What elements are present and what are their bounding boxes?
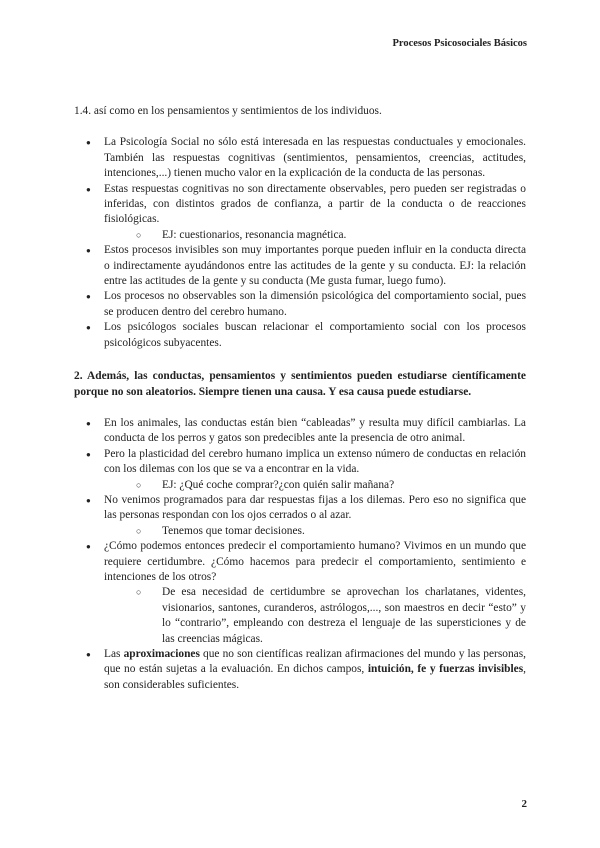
bold-term: intuición, fe y fuerzas invisibles <box>367 663 524 676</box>
sub-list <box>104 478 526 493</box>
sub-list-item: ○ Tenemos que tomar decisiones. <box>136 524 526 539</box>
section1-list <box>74 135 526 351</box>
list-item: ● En los animales, las conductas están bien “cableadas” y resulta muy difícil cambiarlas. La conducta de los perros y gatos son predecibles ante la presencia de otro animal. <box>74 416 526 447</box>
list-item: ● Los psicólogos sociales buscan relacionar el comportamiento social con los procesos psicológicos subyacentes. <box>74 320 526 351</box>
sub-list-item: ○ EJ: ¿Qué coche comprar?¿con quién salir mañana? <box>136 478 526 493</box>
page-number: 2 <box>521 798 527 810</box>
list-item: ● Estos procesos invisibles son muy importantes porque pueden influir en la conducta directa o indirectamente ayudándonos entre las actitudes de la gente y su conducta. EJ: la relación entre las actitudes de la gente y su conducta (Me gusta fumar, luego fumo). <box>74 243 526 289</box>
sub-list-item: ○ EJ: cuestionarios, resonancia magnética. <box>136 228 526 243</box>
sub-list <box>104 524 526 539</box>
list-item: ● Pero la plasticidad del cerebro humano implica un extenso número de conductas en relación con los dilemas con los que se va a encontrar en la vida. ○ EJ: ¿Qué coche comprar?¿con quién salir mañana? <box>74 447 526 493</box>
list-item: ● Los procesos no observables son la dimensión psicológica del comportamiento social, pues se producen dentro del cerebro humano. <box>74 289 526 320</box>
list-item: ● La Psicología Social no sólo está interesada en las respuestas conductuales y emocionales. También las respuestas cognitivas (sentimientos, pensamientos, creencias, actitudes, intenciones,...) tienen mucho valor en la explicación de la conducta de las personas. <box>74 135 526 181</box>
list-item: ● Las aproximaciones que no son científicas realizan afirmaciones del mundo y las personas, que no están sujetas a la evaluación. En dichos campos, intuición, fe y fuerzas invisibles, son considerables suficientes. <box>74 647 526 693</box>
page-content <box>74 104 526 693</box>
section2-list <box>74 416 526 693</box>
sub-list <box>104 228 526 243</box>
intro-line: 1.4. así como en los pensamientos y sentimientos de los individuos. <box>74 105 382 117</box>
section2-heading: 2. Además, las conductas, pensamientos y sentimientos pueden estudiarse científicamente porque no son aleatorios. Siempre tienen una causa. Y esa causa puede estudiarse. <box>74 370 526 398</box>
list-item: ● No venimos programados para dar respuestas fijas a los dilemas. Pero eso no significa que las personas respondan con los ojos cerrados o al azar. ○ Tenemos que tomar decisiones. <box>74 493 526 539</box>
sub-list <box>104 585 526 647</box>
list-item: ● Estas respuestas cognitivas no son directamente observables, pero pueden ser registradas o inferidas, con distintos grados de confianza, a partir de la conducta o de reacciones fisiológicas. ○ EJ: cuestionarios, resonancia magnética. <box>74 182 526 244</box>
sub-list-item: ○ De esa necesidad de certidumbre se aprovechan los charlatanes, videntes, visionarios, santones, curanderos, astrólogos,..., son maestros en decir “esto” y lo “contrario”, empleando con destreza el lenguaje de las supersticiones y de las creencias mágicas. <box>136 585 526 647</box>
page-header: Procesos Psicosociales Básicos <box>392 38 527 49</box>
bold-term: aproximaciones <box>123 648 200 660</box>
list-item: ● ¿Cómo podemos entonces predecir el comportamiento humano? Vivimos en un mundo que requiere certidumbre. ¿Cómo hacemos para predecir el comportamiento, sentimiento e intenciones de los otros? ○ De esa necesidad de certidumbre se aprovechan los charlatanes, videntes, visionarios, santones, curanderos, astrólogos,..., son maestros en decir “esto” y lo “contrario”, empleando con destreza el lenguaje de las supersticiones y de las creencias mágicas. <box>74 539 526 647</box>
